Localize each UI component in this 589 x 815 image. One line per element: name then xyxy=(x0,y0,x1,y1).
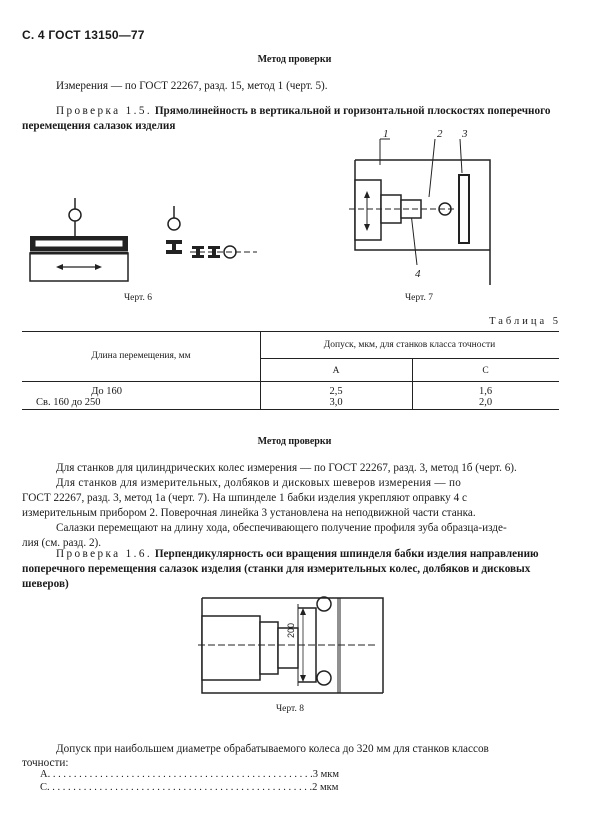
column-header-length: Длина перемещения, мм xyxy=(91,351,191,361)
figure-6-caption: Черт. 6 xyxy=(124,293,152,303)
column-header-class-c: С xyxy=(482,366,489,376)
table-row-1-a: 2,5 xyxy=(329,386,343,397)
figure-8 xyxy=(198,590,388,700)
check-title: Прямолинейность в вертикальной и горизонтальной плоскостях поперечного xyxy=(154,105,551,117)
method-text: Измерения — по ГОСТ 22267, разд. 15, метод 1 (черт. 5). xyxy=(56,80,328,92)
check-title-cont: перемещения салазок изделия xyxy=(22,120,176,132)
figure-7-label-1: 1 xyxy=(383,128,389,140)
table-row-1-length: До 160 xyxy=(91,386,122,397)
check-title-cont: поперечного перемещения салазок изделия (станки для измерительных колес, долбяков и дисковых xyxy=(22,563,531,575)
check-1-6-title xyxy=(56,547,539,562)
table-row-2-length: Св. 160 до 250 xyxy=(36,397,101,408)
tolerance-class: С xyxy=(40,782,48,793)
figure-7-caption: Черт. 7 xyxy=(405,293,433,303)
tolerance-table xyxy=(22,331,559,410)
method-text-line: Салазки перемещают на длину хода, обеспечивающего получение профиля зуба образца-изде- xyxy=(56,522,507,534)
tolerance-class: А xyxy=(40,769,48,780)
column-header-class-a: А xyxy=(332,366,340,376)
tolerance-text: Допуск при наибольшем диаметре обрабатываемого колеса до 320 мм для станков классов xyxy=(56,743,489,755)
tolerance-value: 3 мкм xyxy=(312,769,339,780)
figure-7 xyxy=(345,125,495,290)
dimension-label: 200 xyxy=(286,622,296,638)
method-heading-2: Метод проверки xyxy=(257,436,332,447)
method-text-line: измерительным прибором 2. Поверочная линейка 3 установлена на неподвижной части станка. xyxy=(22,507,476,519)
method-text-line: Для станков для цилиндрических колес измерения — по ГОСТ 22267, разд. 3, метод 1б (черт. 6). xyxy=(56,462,517,474)
figure-7-label-2: 2 xyxy=(437,128,443,140)
table-row-2-c: 2,0 xyxy=(478,397,493,408)
figure-8-caption: Черт. 8 xyxy=(276,704,304,714)
check-1-5-title xyxy=(56,104,550,119)
check-title: Перпендикулярность оси вращения шпинделя бабки изделия направлению xyxy=(154,548,539,560)
leader-dots: . . . . . . . . . . . . . . . . . . . . . . . . . . . . . . . . . . . . . . . . . . . . . . . . . . . xyxy=(47,769,313,780)
check-title-cont: шеверов) xyxy=(22,578,69,590)
tolerance-row-a xyxy=(40,769,339,780)
method-text-line: лия (см. разд. 2). xyxy=(22,537,102,549)
figure-7-label-4: 4 xyxy=(415,268,421,280)
check-label: Проверка 1.6. xyxy=(56,548,153,560)
table-row-2-a: 3,0 xyxy=(329,397,343,408)
table-row-1-c: 1,6 xyxy=(478,386,493,397)
figure-6 xyxy=(22,196,272,291)
page-header: С. 4 ГОСТ 13150—77 xyxy=(22,28,145,42)
column-header-tolerance: Допуск, мкм, для станков класса точности xyxy=(323,340,496,350)
method-heading: Метод проверки xyxy=(257,54,332,65)
method-text-line: Для станков для измерительных, долбяков и дисковых шеверов измерения — по xyxy=(56,477,462,489)
tolerance-value: 2 мкм xyxy=(312,782,339,793)
leader-dots: . . . . . . . . . . . . . . . . . . . . . . . . . . . . . . . . . . . . . . . . . . . . . . . . . . . xyxy=(47,782,313,793)
tolerance-text-cont: точности: xyxy=(22,757,69,769)
figure-7-label-3: 3 xyxy=(462,128,468,140)
table-label: Таблица 5 xyxy=(489,316,561,327)
tolerance-row-c xyxy=(40,782,338,793)
check-label: Проверка 1.5. xyxy=(56,105,153,117)
method-text-line: ГОСТ 22267, разд. 3, метод 1а (черт. 7). На шпинделе 1 бабки изделия укрепляют оправку 4 с xyxy=(22,492,467,504)
